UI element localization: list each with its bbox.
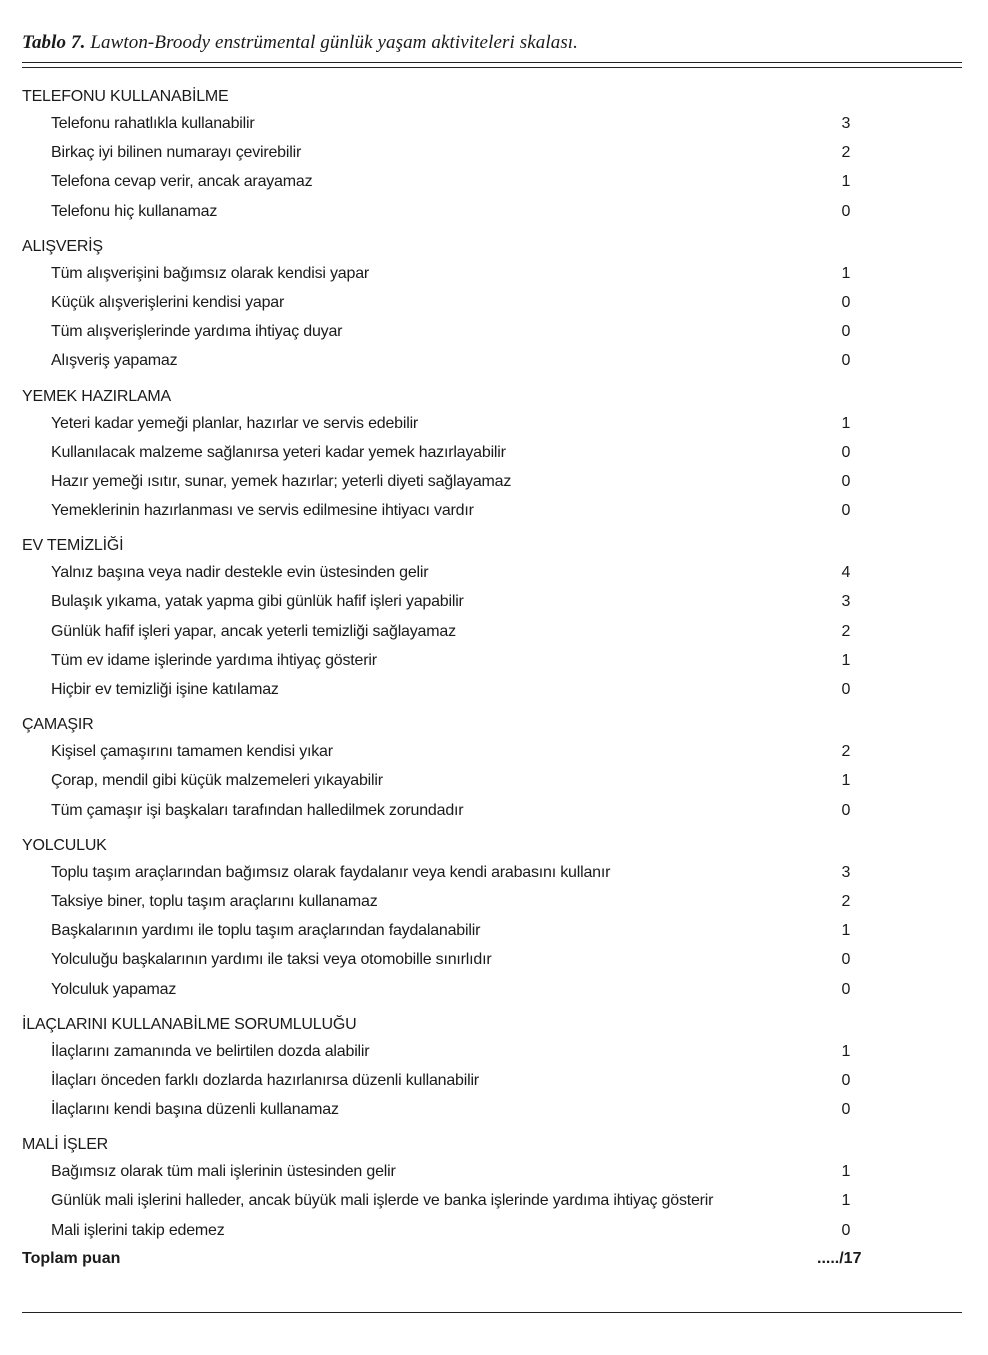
item-score: 0	[841, 293, 851, 311]
table-row	[22, 1186, 962, 1215]
item-score: 3	[841, 115, 851, 132]
table-row	[22, 945, 962, 974]
table-row	[22, 975, 962, 1004]
item-score: 3	[841, 863, 851, 881]
item-text: Birkaç iyi bilinen numarayı çevirebilir	[51, 144, 302, 162]
table-row	[22, 317, 962, 346]
table-row	[22, 467, 962, 496]
section	[22, 234, 962, 376]
table-row	[22, 138, 962, 167]
item-score: 2	[841, 144, 851, 162]
table-row	[22, 438, 962, 467]
scale-table	[22, 84, 962, 1273]
table-row	[22, 1157, 962, 1186]
section	[22, 833, 962, 1004]
section-title: ALIŞVERİŞ	[22, 237, 103, 255]
section	[22, 384, 962, 526]
item-score: 0	[841, 980, 851, 998]
item-text: Hiçbir ev temizliği işine katılamaz	[51, 681, 279, 698]
section-title: YEMEK HAZIRLAMA	[22, 387, 172, 405]
item-text: Küçük alışverişlerini kendisi yapar	[51, 293, 285, 311]
item-text: Alışveriş yapamaz	[51, 352, 178, 370]
section	[22, 533, 962, 704]
table-row	[22, 737, 962, 766]
item-score: 2	[841, 743, 851, 761]
table-row	[22, 409, 962, 438]
item-score: 1	[841, 264, 851, 282]
table-row	[22, 646, 962, 675]
item-score: 0	[841, 443, 851, 461]
item-score: 0	[841, 202, 851, 220]
table-row	[22, 587, 962, 616]
table-row	[22, 197, 962, 226]
table-row	[22, 259, 962, 288]
item-text: Telefonu rahatlıkla kullanabilir	[51, 115, 255, 132]
section-title: EV TEMİZLİĞİ	[22, 537, 124, 555]
item-text: Yolculuk yapamaz	[51, 980, 177, 998]
item-text: Yolculuğu başkalarının yardımı ile taksi veya otomobille sınırlıdır	[51, 951, 492, 969]
item-text: Günlük mali işlerini halleder, ancak büyük mali işlerde ve banka işlerinde yardıma ihtiyaç gösterir	[51, 1192, 714, 1210]
section-title: MALİ İŞLER	[22, 1136, 109, 1154]
item-score: 1	[841, 414, 851, 432]
item-text: Mali işlerini takip edemez	[51, 1221, 225, 1239]
bottom-rule	[22, 1312, 962, 1313]
item-text: Yemeklerinin hazırlanması ve servis edilmesine ihtiyacı vardır	[51, 502, 474, 520]
item-score: 0	[841, 681, 851, 698]
item-text: Tüm alışverişini bağımsız olarak kendisi yapar	[51, 264, 370, 282]
section	[22, 1012, 962, 1125]
table-row	[22, 887, 962, 916]
table-row	[22, 1095, 962, 1124]
item-text: Kullanılacak malzeme sağlanırsa yeteri kadar yemek hazırlayabilir	[51, 443, 506, 461]
item-score: 0	[841, 502, 851, 520]
item-text: Tüm ev idame işlerinde yardıma ihtiyaç gösterir	[51, 651, 377, 669]
item-score: 4	[841, 564, 851, 582]
item-score: 0	[841, 352, 851, 370]
item-text: İlaçlarını kendi başına düzenli kullanamaz	[51, 1101, 339, 1119]
table-row	[22, 496, 962, 525]
item-score: 0	[841, 801, 851, 819]
item-text: Çorap, mendil gibi küçük malzemeleri yıkayabilir	[51, 772, 383, 790]
section-title: YOLCULUK	[22, 836, 107, 854]
table-row	[22, 796, 962, 825]
section	[22, 84, 962, 226]
item-text: Toplu taşım araçlarından bağımsız olarak faydalanır veya kendi arabasını kullanır	[51, 863, 611, 881]
table-row	[22, 167, 962, 196]
table-row	[22, 558, 962, 587]
item-score: 0	[841, 1101, 851, 1119]
item-score: 0	[841, 1071, 851, 1089]
section	[22, 1132, 962, 1245]
item-score: 3	[841, 593, 851, 611]
item-text: Hazır yemeği ısıtır, sunar, yemek hazırlar; yeterli diyeti sağlayamaz	[51, 472, 512, 490]
item-score: 1	[841, 922, 851, 940]
table-row	[22, 288, 962, 317]
table-row	[22, 916, 962, 945]
item-score: 2	[841, 892, 851, 910]
item-score: 1	[841, 1163, 851, 1181]
top-double-rule	[22, 62, 962, 68]
item-score: 1	[841, 772, 851, 790]
item-text: Başkalarının yardımı ile toplu taşım araçlarından faydalanabilir	[51, 922, 481, 940]
item-text: Tüm alışverişlerinde yardıma ihtiyaç duyar	[51, 323, 343, 341]
total-row	[22, 1245, 962, 1273]
item-text: Bulaşık yıkama, yatak yapma gibi günlük hafif işleri yapabilir	[51, 593, 464, 611]
total-label: Toplam puan	[22, 1249, 121, 1267]
total-value: ...../17	[817, 1249, 862, 1267]
item-text: Telefonu hiç kullanamaz	[51, 202, 218, 220]
item-text: Yalnız başına veya nadir destekle evin üstesinden gelir	[51, 564, 429, 582]
table-row	[22, 675, 962, 704]
item-text: İlaçlarını zamanında ve belirtilen dozda alabilir	[51, 1042, 370, 1060]
table-caption-title: Lawton-Broody enstrümental günlük yaşam aktiviteleri skalası.	[90, 32, 579, 53]
item-score: 1	[841, 651, 851, 669]
table-row	[22, 1037, 962, 1066]
section-title: İLAÇLARINI KULLANABİLME SORUMLULUĞU	[22, 1015, 357, 1033]
item-score: 1	[841, 173, 851, 191]
table-row	[22, 346, 962, 375]
item-score: 0	[841, 1221, 851, 1239]
table-row	[22, 766, 962, 795]
item-text: Tüm çamaşır işi başkaları tarafından halledilmek zorundadır	[51, 801, 464, 819]
table-row	[22, 1216, 962, 1245]
item-score: 0	[841, 951, 851, 969]
item-score: 2	[841, 622, 851, 640]
item-score: 0	[841, 472, 851, 490]
item-text: İlaçları önceden farklı dozlarda hazırlanırsa düzenli kullanabilir	[51, 1071, 479, 1089]
item-text: Taksiye biner, toplu taşım araçlarını kullanamaz	[51, 892, 378, 910]
item-score: 0	[841, 323, 851, 341]
table-row	[22, 1066, 962, 1095]
table-caption	[22, 32, 578, 54]
section-title: TELEFONU KULLANABİLME	[22, 88, 229, 105]
item-text: Yeteri kadar yemeği planlar, hazırlar ve servis edebilir	[51, 414, 419, 432]
table-row	[22, 858, 962, 887]
item-text: Günlük hafif işleri yapar, ancak yeterli temizliği sağlayamaz	[51, 622, 456, 640]
table-caption-label: Tablo 7.	[22, 32, 86, 53]
item-text: Telefona cevap verir, ancak arayamaz	[51, 173, 313, 191]
section-title: ÇAMAŞIR	[22, 716, 94, 734]
section	[22, 712, 962, 825]
item-score: 1	[841, 1042, 851, 1060]
table-row	[22, 109, 962, 138]
item-text: Kişisel çamaşırını tamamen kendisi yıkar	[51, 743, 333, 761]
table-row	[22, 617, 962, 646]
item-text: Bağımsız olarak tüm mali işlerinin üstesinden gelir	[51, 1163, 396, 1181]
item-score: 1	[841, 1192, 851, 1210]
